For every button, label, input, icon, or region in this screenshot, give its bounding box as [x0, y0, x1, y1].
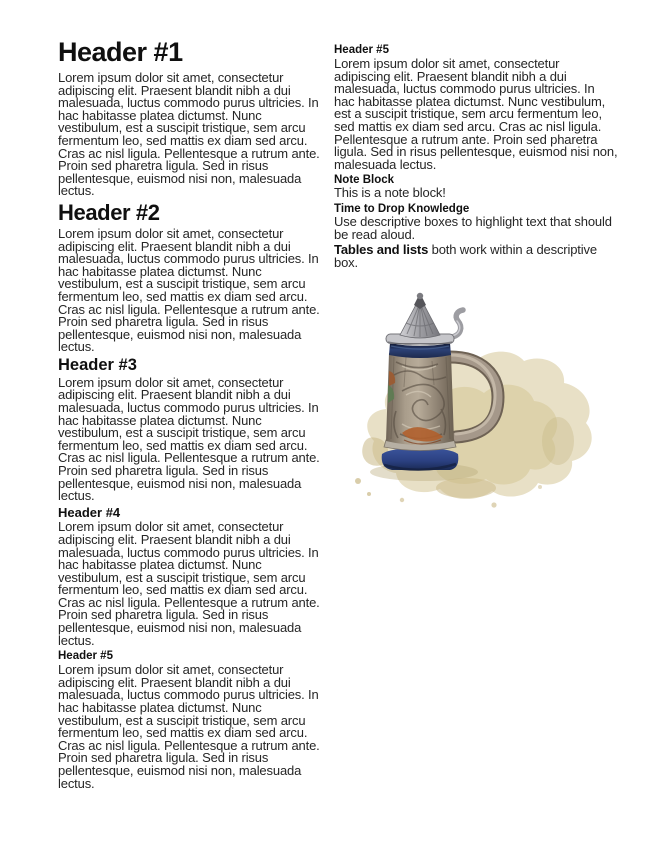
- knowledge-text: Use descriptive boxes to highlight text that should be read aloud.: [334, 213, 612, 242]
- section-header-3: [58, 357, 322, 503]
- note-block-text: This is a note block!: [334, 185, 446, 201]
- tables-lists-bold: Tables and lists: [334, 242, 429, 258]
- right-column: [334, 41, 618, 513]
- left-column: [58, 38, 322, 793]
- header-2: Header #2: [58, 199, 160, 225]
- section-header-5: [58, 650, 322, 790]
- section-header-1: [58, 38, 322, 198]
- header-5: Header #5: [58, 650, 113, 663]
- beer-stein-illustration-icon: [344, 291, 606, 513]
- paragraph: Lorem ipsum dolor sit amet, consectetur adipiscing elit. Praesent blandit nibh a dui malesuada, luctus commodo purus ultricies. In hac habitasse platea dictumst. Nunc vestibulum, est a suscipit tristique, sem arcu fermentum leo, sed mattis ex diam sed arcu. Cras ac nisl ligula. Pellentesque a rutrum ante. Proin sed pharetra ligula. Sed in risus pellentesque, euismod nisi non, malesuada lectus.: [58, 70, 320, 199]
- header-5-right: Header #5: [334, 44, 389, 56]
- note-block-heading: Note Block: [334, 174, 395, 187]
- paragraph: Lorem ipsum dolor sit amet, consectetur adipiscing elit. Praesent blandit nibh a dui malesuada, luctus commodo purus ultricies. In hac habitasse platea dictumst. Nunc vestibulum, est a suscipit tristique, sem arcu fermentum leo, sed mattis ex diam sed arcu. Cras ac nisl ligula. Pellentesque a rutrum ante. Proin sed pharetra ligula. Sed in risus pellentesque, euismod nisi non, malesuada lectus.: [58, 519, 320, 648]
- header-1: Header #1: [58, 37, 183, 67]
- tables-lists-rest: both work within a descriptive box.: [334, 242, 597, 270]
- paragraph: Lorem ipsum dolor sit amet, consectetur adipiscing elit. Praesent blandit nibh a dui malesuada, luctus commodo purus ultricies. In hac habitasse platea dictumst. Nunc vestibulum, est a suscipit tristique, sem arcu fermentum leo, sed mattis ex diam sed arcu. Cras ac nisl ligula. Pellentesque a rutrum ante. Proin sed pharetra ligula. Sed in risus pellentesque, euismod nisi non, malesuada lectus.: [58, 225, 320, 355]
- stein-figure: [344, 291, 606, 513]
- paragraph: Lorem ipsum dolor sit amet, consectetur adipiscing elit. Praesent blandit nibh a dui malesuada, luctus commodo purus ultricies. In hac habitasse platea dictumst. Nunc vestibulum, est a suscipit tristique, sem arcu fermentum leo, sed mattis ex diam sed arcu. Cras ac nisl ligula. Pellentesque a rutrum ante. Proin sed pharetra ligula. Sed in risus pellentesque, euismod nisi non, malesuada lectus.: [58, 374, 320, 504]
- paragraph: Lorem ipsum dolor sit amet, consectetur adipiscing elit. Praesent blandit nibh a dui malesuada, luctus commodo purus ultricies. In hac habitasse platea dictumst. Nunc vestibulum, est a suscipit tristique, sem arcu fermentum leo, sed mattis ex diam sed arcu. Cras ac nisl ligula. Pellentesque a rutrum ante. Proin sed pharetra ligula. Sed in risus pellentesque, euismod nisi non, malesuada lectus.: [334, 56, 618, 172]
- header-4: Header #4: [58, 504, 121, 520]
- paragraph: Lorem ipsum dolor sit amet, consectetur adipiscing elit. Praesent blandit nibh a dui malesuada, luctus commodo purus ultricies. In hac habitasse platea dictumst. Nunc vestibulum, est a suscipit tristique, sem arcu fermentum leo, sed mattis ex diam sed arcu. Cras ac nisl ligula. Pellentesque a rutrum ante. Proin sed pharetra ligula. Sed in risus pellentesque, euismod nisi non, malesuada lectus.: [58, 662, 320, 791]
- section-header-5-right: [334, 44, 618, 171]
- header-3: Header #3: [58, 355, 137, 374]
- section-header-4: [58, 506, 322, 647]
- tables-lists-line: [334, 244, 618, 269]
- section-header-2: [58, 201, 322, 354]
- knowledge-heading: Time to Drop Knowledge: [334, 202, 470, 215]
